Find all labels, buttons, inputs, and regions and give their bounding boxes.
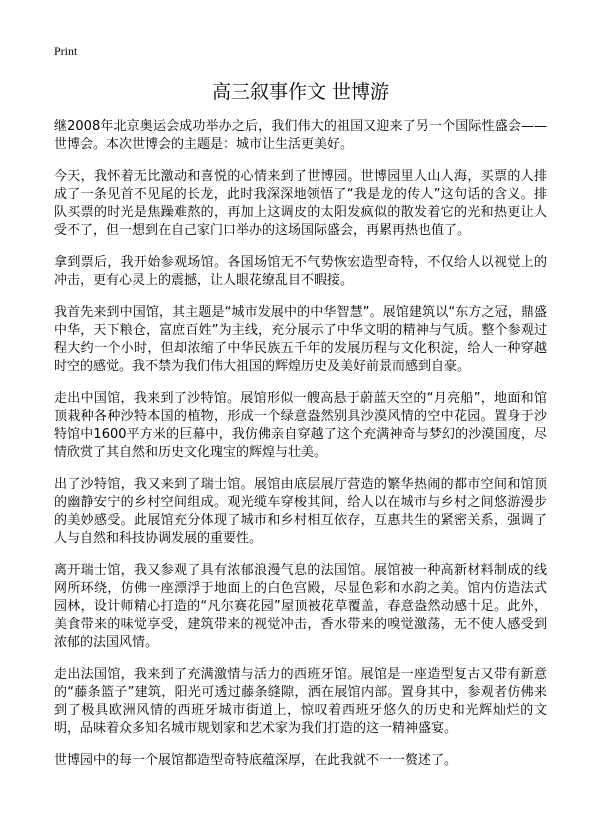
document-title: 高三叙事作文 世博游 (211, 81, 390, 103)
paragraph-7: 离开瑞士馆，我又参观了具有浓郁浪漫气息的法国馆。展馆被一种高新材料制成的线网所环绕，仿佛一座漂浮于地面上的白色宫殿，尽显色彩和水韵之美。馆内仿造法式园林，设计师精心打造的“凡尔赛花园”屋顶被花草覆盖，春意盎然动感十足。此外，美食带来的味觉享受，建筑带来的视觉冲击，香水带来的嗅觉激荡，无不使人感受到浓郁的法国风情。 (54, 563, 547, 650)
article-body (54, 118, 547, 784)
paragraph-6: 出了沙特馆，我又来到了瑞士馆。展馆由底层展厅营造的繁华热闹的都市空间和馆顶的幽静安宁的乡村空间组成。观光缆车穿梭其间，给人以在城市与乡村之间悠游漫步的美妙感受。此展馆充分体现了城市和乡村相互依存，互惠共生的紧密关系，强调了人与自然和科技协调发展的重要性。 (54, 477, 547, 546)
paragraph-4: 我首先来到中国馆，其主题是“城市发展中的中华智慧”。展馆建筑以“东方之冠，鼎盛中华，天下粮仓，富庶百姓”为主线，充分展示了中华文明的精神与气质。整个参观过程大约一个小时，但却浓缩了中华民族五千年的发展历程与文化积淀，给人一种穿越时空的感觉。我不禁为我们伟大祖国的辉煌历史及美好前景而感到自豪。 (54, 305, 547, 374)
paragraph-8: 走出法国馆，我来到了充满激情与活力的西班牙馆。展馆是一座造型复古又带有新意的“藤条篮子”建筑，阳光可透过藤条缝隙，洒在展馆内部。置身其中，参观者仿佛来到了极具欧洲风情的西班牙城市街道上，惊叹着西班牙悠久的历史和光辉灿烂的文明，品味着众多知名城市规划家和艺术家为我们打造的这一精神盛宴。 (54, 667, 547, 736)
paragraph-5: 走出中国馆，我来到了沙特馆。展馆形似一艘高悬于蔚蓝天空的“月亮船”，地面和馆顶栽种各种沙特本国的植物，形成一个绿意盎然别具沙漠风情的空中花园。置身于沙特馆中1600平方米的巨幕中，我仿佛亲自穿越了这个充满神奇与梦幻的沙漠国度，尽情欣赏了其自然和历史文化瑰宝的辉煌与壮美。 (54, 391, 547, 460)
paragraph-2: 今天，我怀着无比激动和喜悦的心情来到了世博园。世博园里人山人海，买票的人排成了一条见首不见尾的长龙，此时我深深地领悟了“我是龙的传人”这句话的含义。排队买票的时光是焦躁难熬的，再加上这调皮的太阳发疯似的散发着它的光和热更让人受不了，但一想到在自己家门口举办的这场国际盛会，再累再热也值了。 (54, 169, 547, 238)
paragraph-1: 继2008年北京奥运会成功举办之后，我们伟大的祖国又迎来了另一个国际性盛会——世博会。本次世博会的主题是：城市让生活更美好。 (54, 119, 547, 152)
paragraph-9: 世博园中的每一个展馆都造型奇特底蕴深厚，在此我就不一一赘述了。 (54, 753, 458, 768)
paragraph-3: 拿到票后，我开始参观场馆。各国场馆无不气势恢宏造型奇特，不仅给人以视觉上的冲击，更有心灵上的震撼，让人眼花缭乱目不暇接。 (54, 255, 547, 288)
print-link[interactable]: Print (54, 44, 78, 58)
